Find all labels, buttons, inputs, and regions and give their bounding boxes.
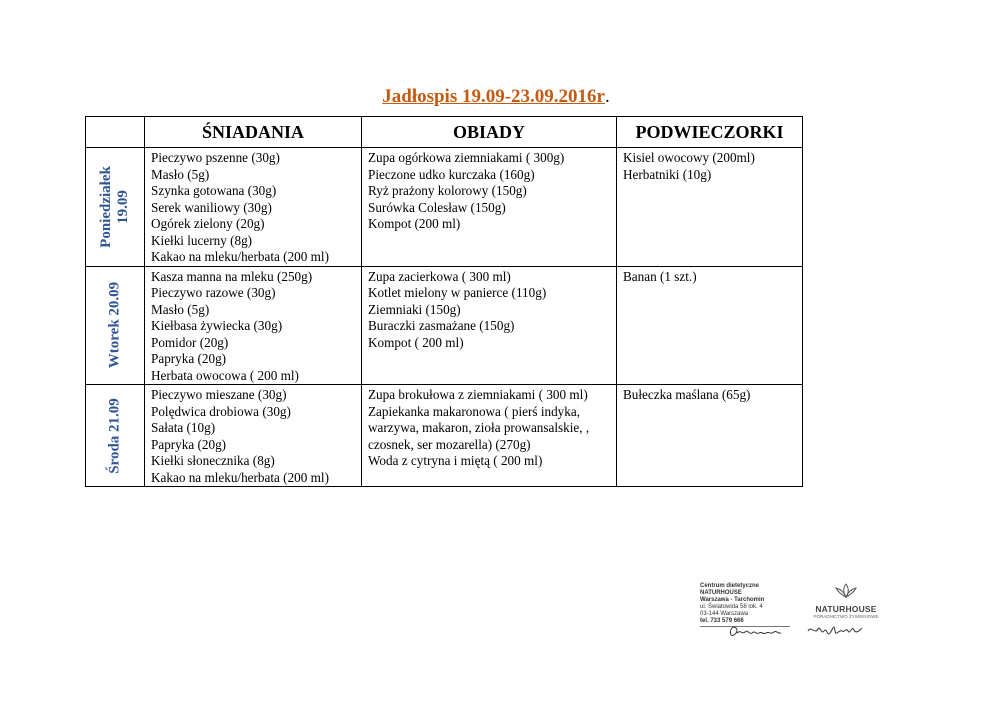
menu-item: Szynka gotowana (30g) <box>151 183 277 198</box>
podwieczorki-cell <box>617 148 803 267</box>
stamp-line: Warszawa - Tarchomin <box>700 597 765 603</box>
day-name: Poniedziałek <box>98 165 114 248</box>
title-period: . <box>605 86 610 107</box>
stamp-line: NATURHOUSE <box>700 590 742 596</box>
menu-item: Kompot ( 200 ml) <box>368 334 464 350</box>
day-label <box>98 166 132 248</box>
menu-item: Buraczki zasmażane (150g) <box>368 318 515 333</box>
stamp-line: 03-144 Warszawa <box>700 611 749 617</box>
menu-item: Pieczone udko kurczaka (160g) <box>368 166 535 182</box>
table-row <box>86 385 803 487</box>
sniadania-cell <box>145 266 362 385</box>
menu-item: Papryka (20g) <box>151 436 227 452</box>
stamp-line: tel. 733 579 666 <box>700 618 744 624</box>
menu-item: Ziemniaki (150g) <box>368 301 461 317</box>
podwieczorki-list <box>617 385 802 404</box>
naturhouse-logo <box>806 583 886 619</box>
header-row <box>86 117 803 148</box>
obiady-cell <box>362 148 617 267</box>
logo-tagline: PORADNICTWO ŻYWIENIOWE <box>813 614 879 619</box>
menu-item: Sałata (10g) <box>151 420 216 435</box>
stamp-line: ul. Światowida 58 lok. 4 <box>700 604 763 610</box>
sniadania-list <box>145 148 361 266</box>
menu-item: Zapiekanka makaronowa ( pierś indyka, <box>368 403 581 419</box>
menu-table <box>85 116 803 487</box>
day-label <box>107 398 124 474</box>
day-name: Wtorek 20.09 <box>106 282 123 369</box>
menu-item: Kompot (200 ml) <box>368 216 461 231</box>
menu-item: Banan (1 szt.) <box>623 268 697 284</box>
menu-item: Masło (5g) <box>151 166 210 182</box>
menu-item: Pieczywo pszenne (30g) <box>151 150 280 165</box>
day-cell <box>86 385 145 487</box>
header-obiady: OBIADY <box>362 117 617 148</box>
menu-item: Ogórek zielony (20g) <box>151 216 265 231</box>
obiady-list <box>362 148 616 233</box>
day-cell <box>86 266 145 385</box>
header-podwieczorki: PODWIECZORKI <box>617 117 803 148</box>
menu-item: Papryka (20g) <box>151 351 227 366</box>
podwieczorki-list <box>617 267 802 286</box>
menu-item: Bułeczka maślana (65g) <box>623 387 751 402</box>
menu-item: Ryż prażony kolorowy (150g) <box>368 183 527 198</box>
obiady-cell <box>362 266 617 385</box>
table-row <box>86 148 803 267</box>
stamp-line: Centrum dietetyczne <box>700 583 760 589</box>
menu-item: Kiełki lucerny (8g) <box>151 232 253 248</box>
menu-item: Herbatniki (10g) <box>623 166 712 182</box>
signature-2 <box>805 619 867 641</box>
menu-item: Pomidor (20g) <box>151 334 229 350</box>
obiady-cell <box>362 385 617 487</box>
lotus-icon <box>833 583 859 599</box>
podwieczorki-list <box>617 148 802 183</box>
table-row <box>86 266 803 385</box>
menu-item: Zupa zacierkowa ( 300 ml) <box>368 268 511 284</box>
menu-item: Herbata owocowa ( 200 ml) <box>151 367 299 383</box>
signature-1 <box>727 621 787 641</box>
menu-title: Jadłospis 19.09-23.09.2016r <box>382 86 605 107</box>
sniadania-cell <box>145 385 362 487</box>
sniadania-list <box>145 385 361 486</box>
sniadania-list <box>145 267 361 385</box>
menu-item: Kakao na mleku/herbata (200 ml) <box>151 249 329 264</box>
menu-item: Kiełbasa żywiecka (30g) <box>151 318 283 333</box>
menu-item: Kasza manna na mleku (250g) <box>151 268 313 284</box>
menu-item: Woda z cytryna i miętą ( 200 ml) <box>368 453 543 468</box>
day-date: 19.09 <box>115 189 131 224</box>
menu-item: Kakao na mleku/herbata (200 ml) <box>151 469 329 485</box>
header-empty-cell <box>86 117 145 148</box>
podwieczorki-cell <box>617 266 803 385</box>
menu-item: Serek waniliowy (30g) <box>151 199 272 215</box>
menu-item: Kisiel owocowy (200ml) <box>623 150 755 165</box>
obiady-list <box>362 267 616 352</box>
menu-item: Kiełki słonecznika (8g) <box>151 453 275 468</box>
logo-brand: NATURHOUSE <box>815 604 877 614</box>
menu-item: Kotlet mielony w panierce (110g) <box>368 285 547 300</box>
day-label <box>107 282 124 368</box>
header-sniadania: ŚNIADANIA <box>145 117 362 148</box>
menu-item: Zupa ogórkowa ziemniakami ( 300g) <box>368 150 565 165</box>
menu-item: warzywa, makaron, zioła prowansalskie, , <box>368 420 590 435</box>
menu-item: Masło (5g) <box>151 301 210 317</box>
menu-item: Surówka Colesław (150g) <box>368 199 506 215</box>
menu-item: Pieczywo razowe (30g) <box>151 285 276 300</box>
obiady-list <box>362 385 616 470</box>
menu-item: czosnek, ser mozarella) (270g) <box>368 436 531 452</box>
sniadania-cell <box>145 148 362 267</box>
day-name: Środa 21.09 <box>106 397 123 474</box>
podwieczorki-cell <box>617 385 803 487</box>
page-title <box>0 86 992 108</box>
day-cell <box>86 148 145 267</box>
menu-item: Zupa brokułowa z ziemniakami ( 300 ml) <box>368 387 588 402</box>
menu-item: Pieczywo mieszane (30g) <box>151 387 287 402</box>
menu-item: Polędwica drobiowa (30g) <box>151 403 291 419</box>
